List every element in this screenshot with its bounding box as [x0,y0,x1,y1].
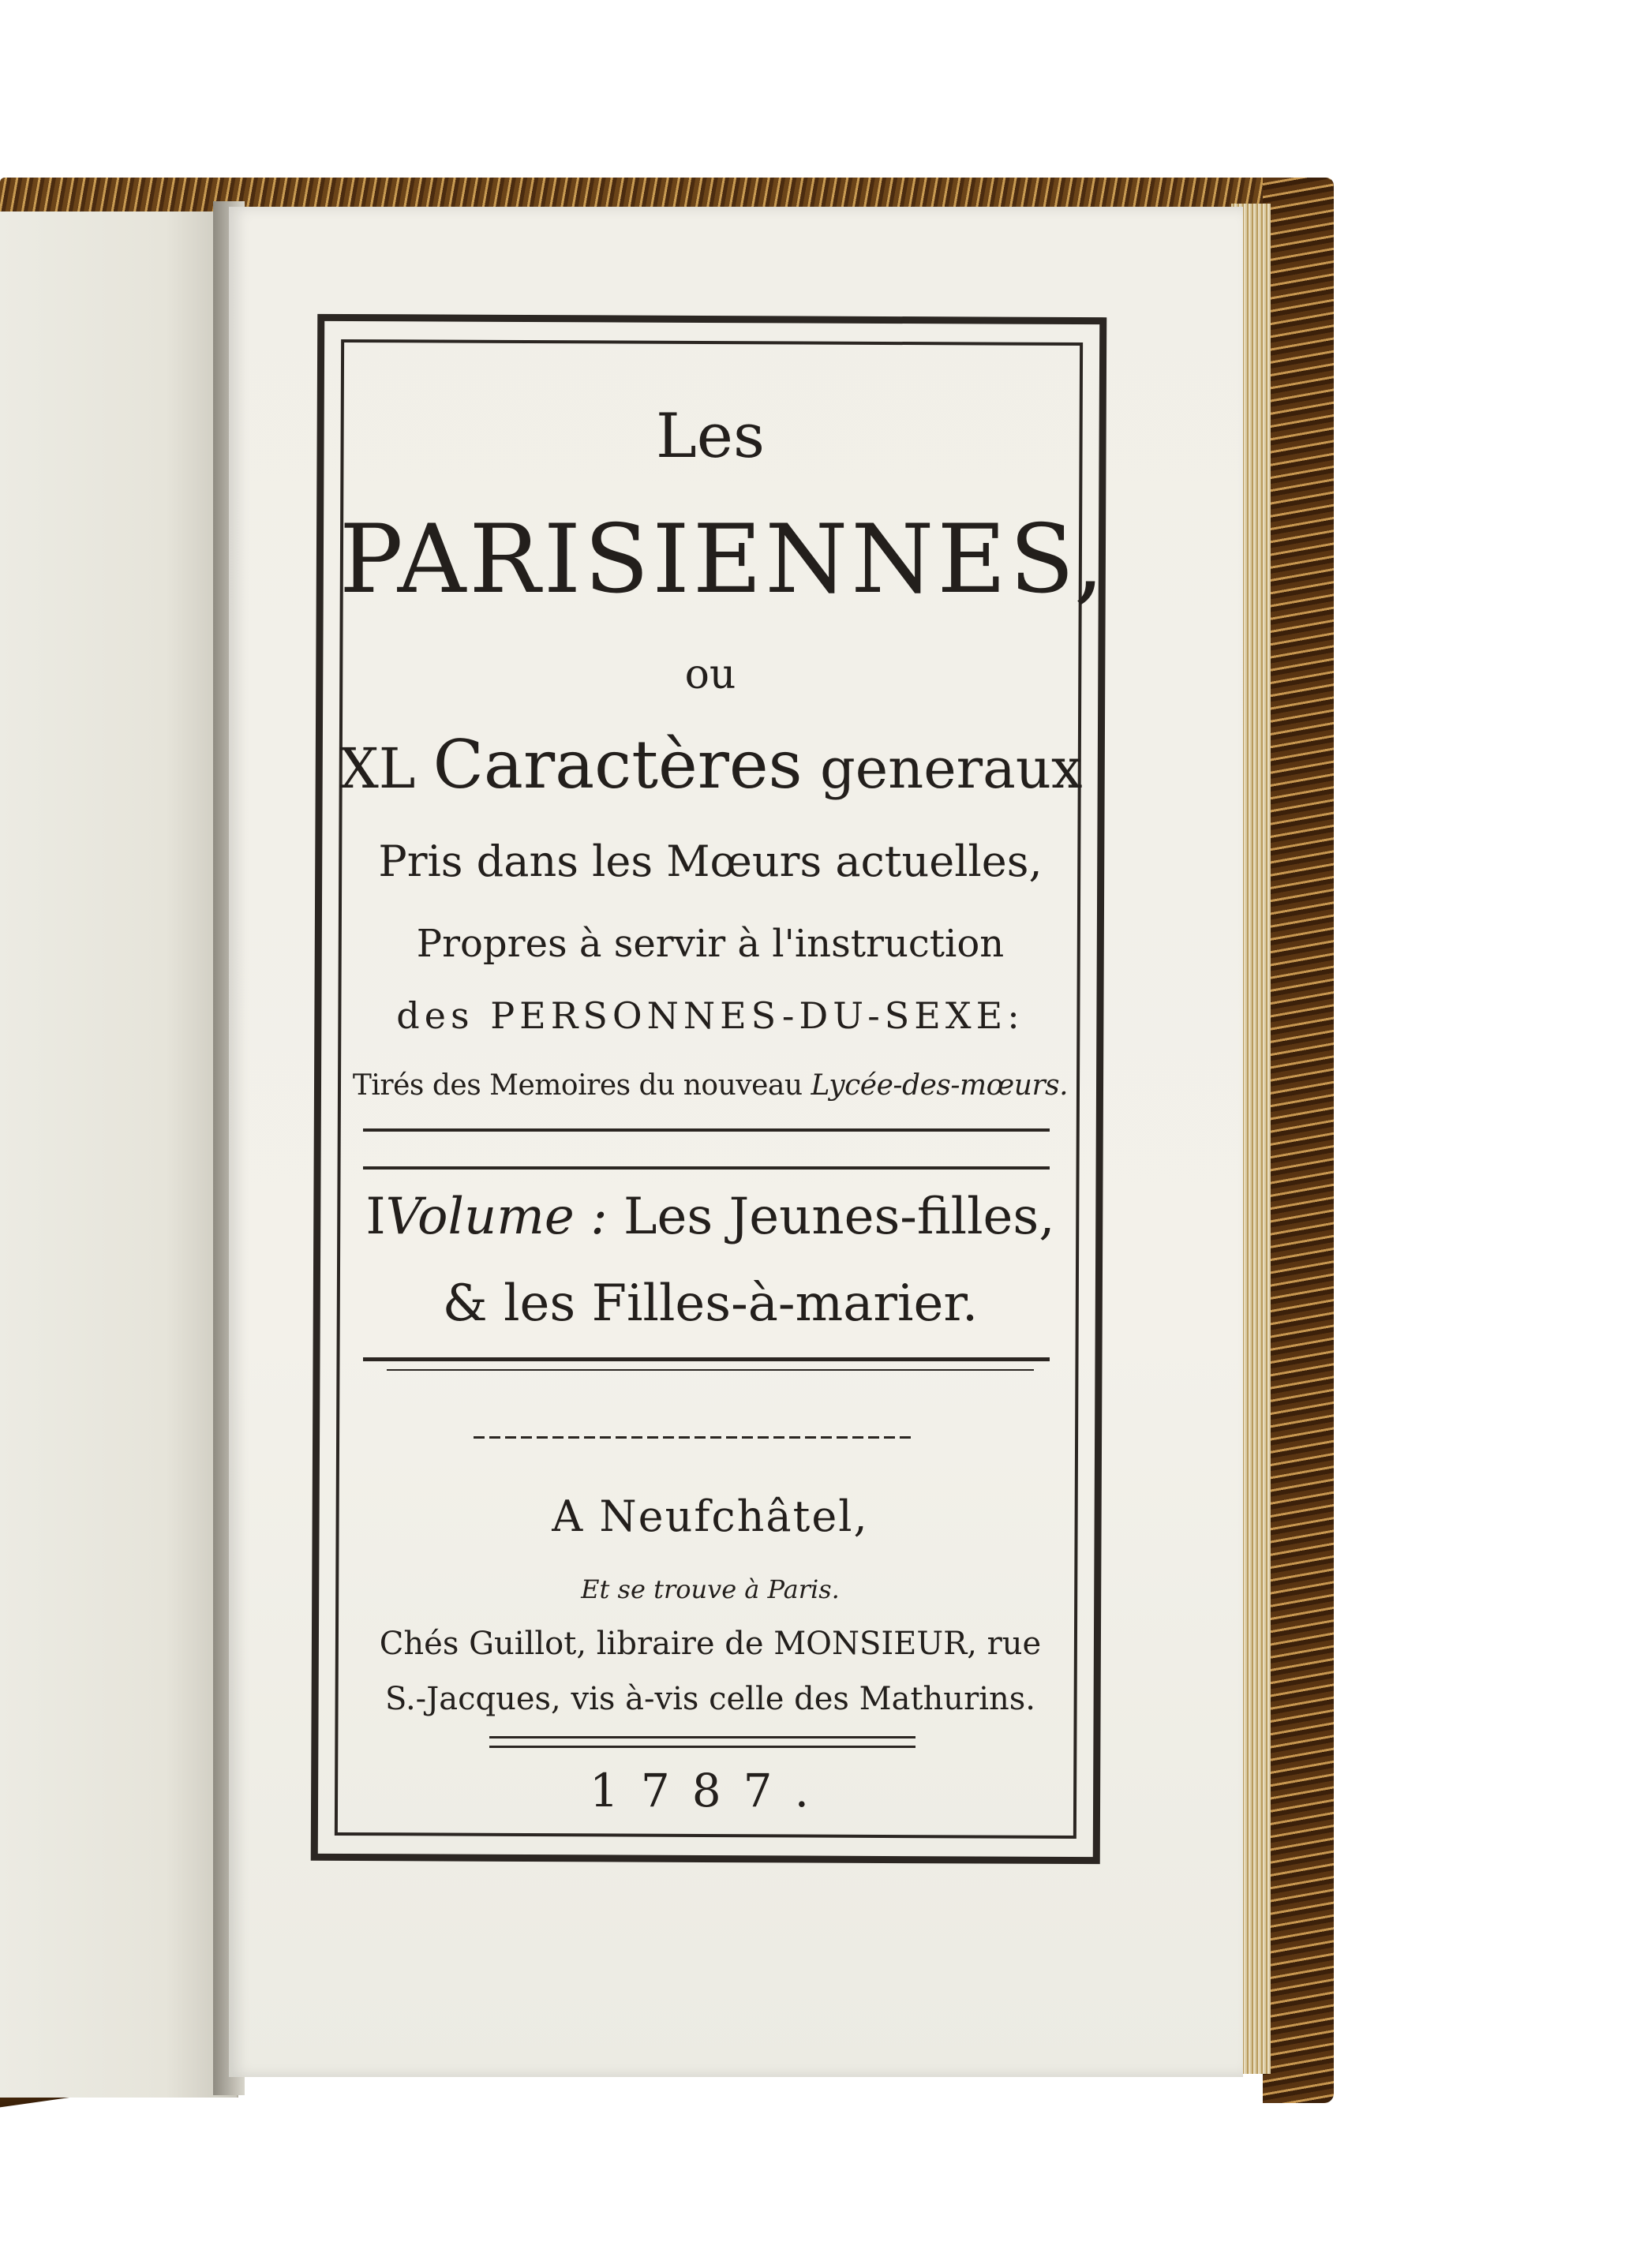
title-parisiennes: PARISIENNES, [339,505,1108,615]
subtitle-propres: Propres à servir à l'instruction [416,922,1005,966]
rule-3 [363,1357,1050,1361]
subtitle-tires [339,1069,1081,1102]
imprint-city: A Neufchâtel, [552,1491,869,1541]
rule-3b [387,1369,1034,1371]
imprint-publisher: Chés Guillot, libraire de MONSIEUR, rue [379,1626,1042,1662]
title-ou: ou [684,651,736,698]
subtitle-tires-prefix: Tirés des Memoires du nouveau [352,1069,803,1102]
ornament-dashed-rule [474,1436,915,1439]
subtitle-pris: Pris dans les Mœurs actuelles, [378,836,1043,886]
imprint-year: 1787. [589,1764,832,1817]
leather-cover-spine-edge [1263,178,1334,2103]
imprint-address: S.-Jacques, vis à-vis celle des Mathurins. [384,1681,1035,1717]
subtitle-xl-prefix: XL [339,736,416,801]
rule-1 [363,1128,1050,1132]
volume-line [339,1188,1081,1246]
volume-subtitle: & les Filles-à-marier. [442,1274,979,1333]
volume-title: Les Jeunes-filles, [623,1188,1055,1246]
subtitle-xl-caracteres [339,726,1081,803]
rule-5b [489,1746,915,1748]
subtitle-xl-suffix: generaux [819,736,1083,801]
subtitle-des-personnes: des PERSONNES-DU-SEXE: [396,994,1024,1037]
imprint-trouve: Et se trouve à Paris. [581,1574,840,1604]
volume-number: I [365,1188,386,1246]
title-page-text [339,347,1108,1831]
volume-label: Volume : [385,1188,608,1246]
rule-2 [363,1166,1050,1170]
subtitle-tires-italic: Lycée-des-mœurs. [811,1069,1069,1102]
rule-5 [489,1736,915,1738]
blank-left-page [0,211,238,2098]
subtitle-xl-main: Caractères [432,726,803,803]
title-les: Les [656,401,765,472]
